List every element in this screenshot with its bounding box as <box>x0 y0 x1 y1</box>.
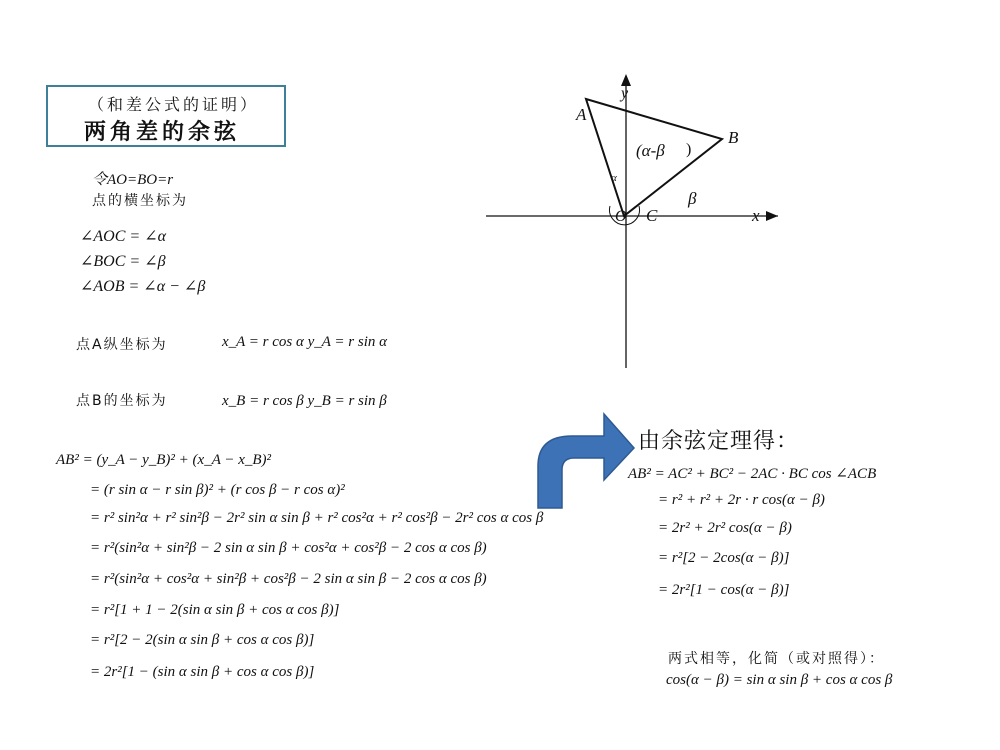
derivation-line: = r²(sin²α + sin²β − 2 sin α sin β + cos²α + cos²β − 2 cos α cos β) <box>90 540 487 556</box>
angle-aob: ∠AOB = ∠α − ∠β <box>80 278 206 295</box>
label-alpha: α <box>611 172 617 184</box>
arc-paren: ) <box>686 141 692 158</box>
derivation-line: = r²(sin²α + cos²α + sin²β + cos²β − 2 sin α sin β − 2 cos α cos β) <box>90 571 487 587</box>
label-o: O <box>615 208 627 225</box>
angle-boc: ∠BOC = ∠β <box>80 253 166 270</box>
cosine-law-line: AB² = AC² + BC² − 2AC · BC cos ∠ACB <box>628 466 877 482</box>
point-a-expr: x_A = r cos α y_A = r sin α <box>222 334 388 350</box>
cosine-law-line: = 2r²[1 − cos(α − β)] <box>658 582 790 598</box>
point-b-label: 点B的坐标为 <box>76 393 168 409</box>
x-axis <box>486 211 778 221</box>
label-y: y <box>621 85 629 102</box>
cosine-law-line: = r²[2 − 2cos(α − β)] <box>658 550 790 566</box>
label-alpha-minus-beta: (α-β <box>636 141 665 160</box>
title-box <box>46 85 286 147</box>
point-b-expr: x_B = r cos β y_B = r sin β <box>222 393 387 409</box>
derivation-line: = (r sin α − r sin β)² + (r cos β − r cos α)² <box>90 482 345 498</box>
cosine-law-title: 由余弦定理得： <box>638 429 800 454</box>
label-x: x <box>752 206 760 225</box>
conclusion-text: 两式相等，化简（或对照得）： <box>668 651 885 667</box>
title-main: 两角差的余弦 <box>84 120 241 145</box>
conclusion-formula: cos(α − β) = sin α sin β + cos α cos β <box>666 672 893 688</box>
derivation-line: = r²[2 − 2(sin α sin β + cos α cos β)] <box>90 632 315 648</box>
cosine-law-line: = r² + r² + 2r · r cos(α − β) <box>658 492 825 508</box>
point-a-label: 点A纵坐标为 <box>76 337 168 353</box>
triangle-diagram <box>480 68 790 373</box>
title-subtitle: （和差公式的证明） <box>88 95 260 114</box>
derivation-line: AB² = (y_A − y_B)² + (x_A − x_B)² <box>56 452 272 468</box>
label-c: C <box>646 206 658 225</box>
derivation-line: = r² sin²α + r² sin²β − 2r² sin α sin β + r² cos²α + r² cos²β − 2r² cos α cos β <box>90 510 544 526</box>
curved-arrow-icon <box>530 408 640 512</box>
cosine-law-line: = 2r² + 2r² cos(α − β) <box>658 520 792 536</box>
abscissa-text: 点的横坐标为 <box>92 193 188 209</box>
derivation-line: = 2r²[1 − (sin α sin β + cos α cos β)] <box>90 664 315 680</box>
angle-aoc: ∠AOC = ∠α <box>80 228 167 245</box>
label-b: B <box>728 128 739 147</box>
label-beta: β <box>688 189 697 208</box>
derivation-line: = r²[1 + 1 − 2(sin α sin β + cos α cos β)] <box>90 602 340 618</box>
label-a: A <box>576 105 587 124</box>
let-text: 令AO=BO=r <box>92 172 174 188</box>
